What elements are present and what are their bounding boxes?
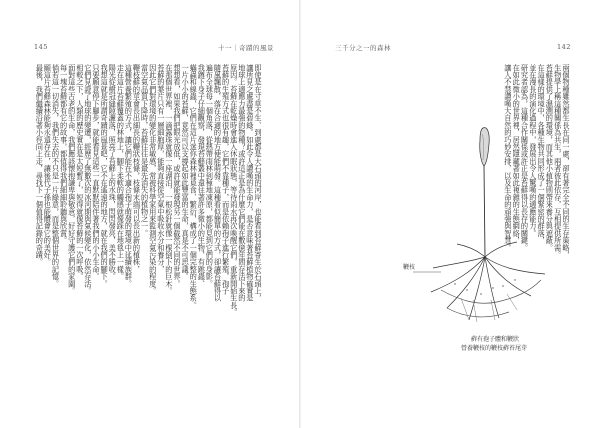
text-column: 想想看，如果我們把眼光放低，或許就能發現另一個截然不同的世界。 [173, 64, 182, 288]
text-column: 倘若這一切消失，我們失去的不只是一片綠意，而是整個世界的記憶。 [51, 64, 61, 288]
text-column: 一片小小的苔蘚，竟然可以支撐起如此豐富的生命，真是不可思議。 [181, 64, 191, 280]
text-column: 苔蘚的生殖方式也很有趣，它們不靠種子，而是依賴孢子進行繁殖，孢子 [221, 64, 231, 295]
left-page [0, 0, 299, 428]
text-column: 在這樣的環境中，各種生物共同形成了一個緊密的群落， [537, 64, 547, 244]
text-column: 兩個物種雖然都生長在同一處，卻有著完全不同的生存策略， [562, 64, 571, 259]
text-column: 研究者認為，這種合作關係或許正是苔蘚得以長存的關鍵。 [520, 64, 530, 252]
text-column: 願這片苔蘚森林能夠永遠存在，讓後代子孫也能體會它的美好。 [43, 64, 53, 266]
text-column: 生物學上稱這種關係為共生，兩者彼此依存，互相提供所需。 [553, 64, 563, 259]
text-column: 在如此微小的世界裡，居然隱藏著如此複雜的生態網絡， [512, 64, 522, 244]
text-column: 原因。苔蘚在乾燥時會進入休眠狀態，等待雨水再次喚醒它們，重新開始生長。 [229, 64, 239, 316]
moss-illustration [403, 122, 561, 367]
text-column: 即使是在寸草不生、到處都是大石頭的河岸，也能看到苔蘚寄生於石頭上， [254, 64, 263, 302]
text-column: 鞭枝蘚的莖會長出細長的鞭狀枝條，枝條末端可以長出新的植株， [132, 64, 142, 273]
left-page-number: 145 [34, 43, 48, 51]
text-column: 陽光從樹冠縫隙灑落，照亮了苔蘚上的水珠，閃閃發亮，美不勝收。 [108, 64, 118, 280]
text-column: 這種營養繁殖的方式，讓它們能在不適合孢子萌發的環境中延續族群。 [124, 64, 134, 288]
right-running-head: 三千分之一的森林 [335, 44, 391, 52]
text-column: 苔蘚的葉片只有一層細胞厚，能夠直接從空氣中吸收水分和養分， [156, 64, 166, 273]
text-column: 苔蘚提供了濕潤的環境，而其他小植物則帶來養分與遮蔽。 [545, 64, 555, 252]
text-column: 每一塊苔蘚都有它的故事，都值得我們細細聆聽與欣賞。 [59, 64, 69, 244]
left-running-head: 十一｜奇蹟的風景 [218, 44, 274, 52]
text-column: 我想這就是所謂奇蹟的風景吧，它不在遙遠的地方，就在我們的腳下。 [100, 64, 110, 288]
text-column: 隨風飄散，落在合適的地方便能萌發。這種看似簡單的方式，卻讓苔蘚得以 [213, 64, 223, 302]
figure-caption-line1: 蘚有孢子體和鞭狀 [471, 336, 520, 343]
text-column: 地球上適應力最強的物種？或許這正是為什麼它們能在數億年間存活下來的 [237, 64, 247, 302]
text-column: 讓所見之處盡是碧綠。如此令人讚嘆的生命力，是否意味著苔蘚植物確實是 [245, 64, 255, 302]
text-column: 面對這些古老的生命，我們應該懷抱謙卑與敬意，好好守護它們的家園。 [67, 64, 77, 295]
text-column: 遍布全球每一個角落，從熱帶雨林到極地凍原，都能見到它們的身影。 [205, 64, 215, 288]
text-column: 走在這片苔蘚覆蓋的林地上，腳下柔軟的觸感就像踩在地毯上一樣。 [116, 64, 126, 280]
text-column: 並在漫長的演化過程中，發展出令人驚嘆的適應能力。 [528, 64, 538, 237]
text-column: 讓人不禁讚嘆大自然的巧妙安排，以及生命的頑強與智慧。 [503, 64, 513, 252]
text-column: 因此它們對環境的變化非常敏感，常被科學家用來監測空氣污染的程度。 [148, 64, 158, 295]
text-column: 它們見證了地球的變遷，經歷了無數次的冰河期與氣候變化，依然存活。 [83, 64, 93, 295]
text-column: 最後，我們繼續沿著小徑向上走，尋找下一個值得記錄的奇蹟。 [35, 64, 45, 266]
right-page [301, 0, 600, 428]
moss-drawing [411, 122, 561, 367]
figure-label-whip-branch: 鞭枝 [403, 264, 416, 271]
figure-caption-line2: 營養鞭枝的鞭枝蘚苔尾芽 [461, 345, 528, 352]
text-column: 只要願意停下腳步，就能看見這些一直默默陪伴著我們的小小生命。 [92, 64, 101, 280]
text-column: 相較之下，人類的歷史實在是太短暫了，短得就像苔蘚的一次呼吸。 [75, 64, 85, 280]
text-column: 我蹲下身子仔細觀察，發現苔蘚叢中還住著許多微小的生物，有跳蟲、 [197, 64, 207, 288]
text-column: 蟎蟲和線蟲，它們在這片迷你森林裡覓食、繁衍，構成了一個完整的生態系。 [189, 64, 199, 309]
text-column: 當空氣品質下降時，苔蘚往往是最先消失的植物之一。 [140, 64, 150, 237]
right-page-number: 142 [557, 43, 571, 51]
text-column: 在那個世界裡，一滴露珠就像一座湖泊，一根松針就像一棵倒下的巨木。 [164, 64, 174, 295]
